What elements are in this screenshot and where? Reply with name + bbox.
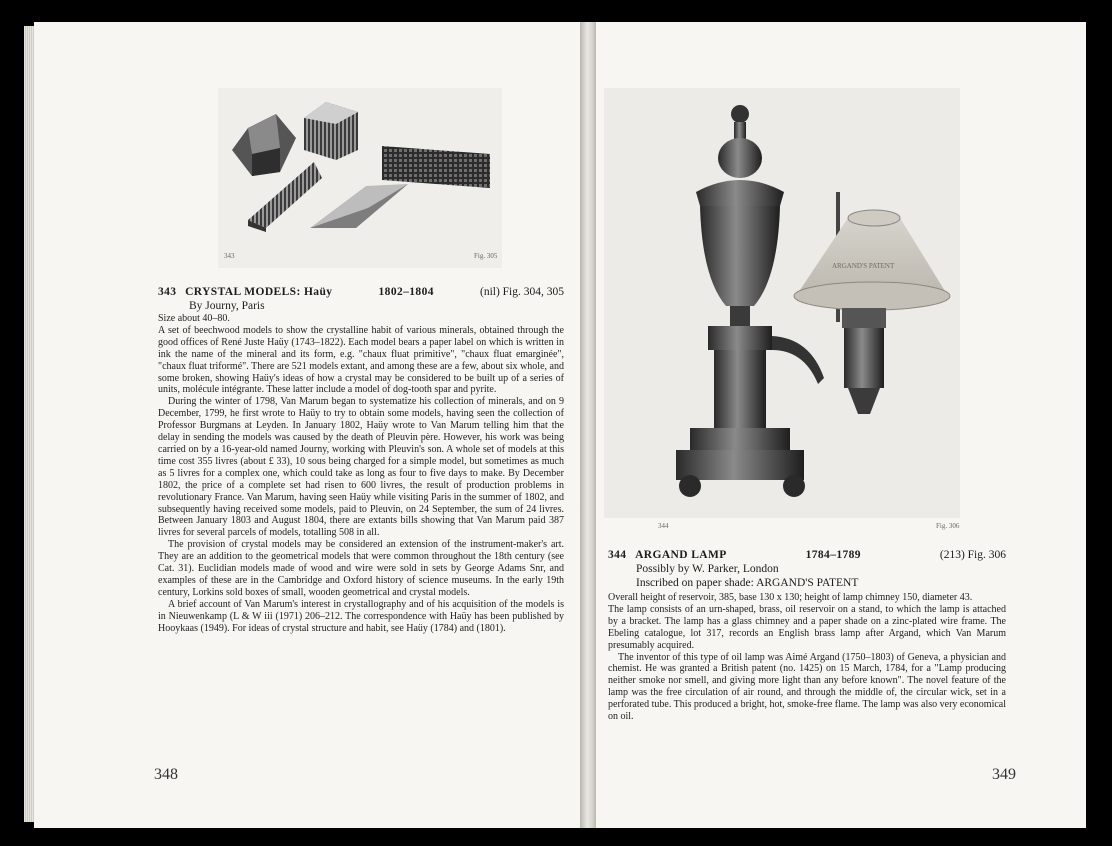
paragraph: A brief account of Van Marum's interest in crystallography and of his acquisition of the models is in Nieuwenkamp (L & W iii (1971) 206–212. The correspondence with Haüy has been published by Hooykaas (1949). For ideas of crystal structure and habit, see Haüy (1784) and (1801). (158, 598, 564, 634)
entry-maker: By Journy, Paris (189, 300, 265, 312)
entry-body (608, 592, 1006, 723)
entry-header (608, 548, 1006, 590)
paragraph: The lamp consists of an urn-shaped, brass, oil reservoir on a stand, to which the lamp is attached by a bracket. The lamp has a glass chimney and a paper shade on a zinc-plated wire frame. The Ebeling catalogue, lot 317, records an English brass lamp after Argand, which Van Marum presumably acquired. (608, 603, 1006, 651)
entry-reference: (213) Fig. 306 (939, 549, 1006, 561)
entry-number: 343 (158, 286, 177, 298)
entry-header (158, 285, 564, 313)
page-number: 349 (992, 766, 1016, 783)
entry-maker: Possibly by W. Parker, London (636, 563, 779, 575)
photo-caption-number: 344 (658, 522, 669, 530)
entry-reference: (nil) Fig. 304, 305 (479, 286, 564, 298)
paragraph: During the winter of 1798, Van Marum began to systematize his collection of minerals, and on 9 December, 1799, he first wrote to Haüy to try to obtain some models, having seen the collection of Professor Burgmans at Leyden. In January 1802, Haüy wrote to Van Marum telling him that the delay in sending the models was caused by the death of Pleuvin père. However, his work was being carried on by a 16-year-old named Journy, working with Pleuvin's son. A whole set of models at this time cost 355 livres (about £ 33), 10 sous being charged for a simple model, but sometimes as much as 5 livres for a complex one, which could take as long as four to five days to make. By December 1802, the price of a complete set had risen to 600 livres, the result of production problems in revolutionary France. Van Marum, having seen Haüy while visiting Paris in the summer of 1802, and subsequently having received some models, paid to Pleuvin, on 24 September, the sum of 24 livres. Between January 1803 and August 1804, there are extants bills showing that Van Marum paid 387 livres for several parcels of models, totalling 508 in all. (158, 396, 564, 539)
paragraph: Size about 40–80. (158, 313, 230, 324)
crystal-models-image (218, 88, 502, 268)
photo-caption-number: 343 (224, 252, 235, 260)
entry-body (158, 313, 564, 634)
paragraph: A set of beechwood models to show the crystalline habit of various minerals, obtained through the good offices of René Juste Haüy (1743–1822). Each model bears a paper label on which is written in ink the name of the mineral and its form, e.g. "chaux fluat primitive", "chaux fluat emarginée", "chaux fluat triformé". There are 521 models extant, and among these are a few, about six whole, and some broken, showing Haüy's ideas of how a crystal may be considered to be built up of a series of units, molécule intégrante. These latter include a model of dog-tooth spar and pyrite. (158, 324, 564, 396)
entry-title: CRYSTAL MODELS: Haüy (185, 286, 333, 298)
entry-dates: 1802–1804 (378, 286, 434, 298)
right-page (596, 22, 1086, 828)
argand-lamp-image (604, 88, 960, 518)
entry-title: ARGAND LAMP (635, 549, 727, 561)
photo-caption-fig: Fig. 305 (474, 252, 498, 260)
left-page (34, 22, 582, 828)
paragraph: Overall height of reservoir, 385, base 130 x 130; height of lamp chimney 150, diameter 43. (608, 592, 973, 603)
shade-inscription: ARGAND'S PATENT (832, 262, 895, 270)
paragraph: The provision of crystal models may be considered an extension of the instrument-maker's art. They are an addition to the geometrical models that were common throughout the 18th century (see Cat. 31). Euclidian models made of wood and wire were sold in sets by George Adams Snr, and examples of these are in the Cambridge and Oxford history of science museums. In the early 19th century, Lorkins sold boxes of small, wooden geometrical and crystal models. (158, 539, 564, 598)
entry-dates: 1784–1789 (805, 549, 861, 561)
crystal-models-photo (218, 88, 502, 268)
page-number: 348 (154, 766, 178, 783)
argand-lamp-photo (604, 88, 960, 518)
paragraph: The inventor of this type of oil lamp was Aimé Argand (1750–1803) of Geneva, a physician and chemist. He was granted a British patent (no. 1425) on 15 March, 1784, for a "Lamp producing neither smoke nor smell, and giving more light than any before known". The novel feature of the lamp was the free circulation of air round, and through the middle of, the circular wick, set in a perforated tube. This produced a bright, hot, smoke-free flame. The lamp was also very economical on oil. (608, 651, 1006, 723)
entry-inscription: Inscribed on paper shade: ARGAND'S PATENT (636, 577, 859, 589)
entry-number: 344 (608, 549, 627, 561)
photo-caption-fig: Fig. 306 (936, 522, 960, 530)
